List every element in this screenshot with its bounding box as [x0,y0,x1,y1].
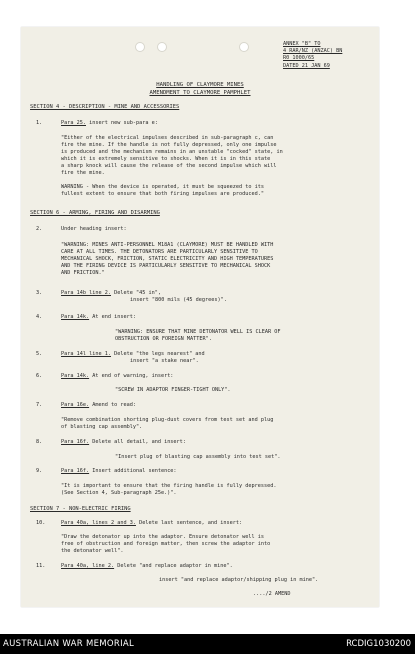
para-instruction [61,290,161,297]
quote-line: a sharp knock will cause the release of the second impulse which will [61,163,277,169]
punch-hole [135,42,145,52]
para-ref: Para 14k. [61,314,90,320]
para-ref: Para 14k. [61,373,90,379]
para-instruction [61,563,233,570]
para-instruction [61,373,173,380]
para-text: Under heading insert: [61,226,127,232]
quote-line: (See Section 4, Sub-paragraph 25e.)". [61,490,177,496]
para-text: At end insert: [89,314,136,320]
para-ref: Para 40a, lines 2 and 3. [61,520,136,526]
para-number: 1. [36,120,43,126]
para-number: 4. [36,314,43,320]
para-number: 2. [36,226,43,232]
para-ref: Para 16f. [61,439,90,445]
para-ref: Para 25. [61,120,86,126]
quote-line: "Insert plug of blasting cap assembly into test set". [115,454,281,460]
para-text: Delete last sentence, and insert: [135,520,243,526]
para-text: Delete all detail, and insert: [89,439,186,445]
para-text: Delete "the legs nearest" and [110,351,205,357]
quote-line: MECHANICAL SHOCK, FRICTION, STATIC ELECTRICITY AND HIGH TEMPERATURES [61,256,274,262]
section-heading: SECTION 6 - ARMING, FIRING AND DISARMING [30,210,160,216]
para-instruction [61,314,136,321]
para-ref: Para 16f. [61,468,90,474]
title-line: HANDLING OF CLAYMORE MINES [156,82,244,88]
quote-line: WARNING - When the device is operated, it must be squeezed to its [61,184,265,190]
para-text: Insert additional sentence: [89,468,177,474]
quote-line: OBSTRUCTION OR FOREIGN MATTER". [115,336,212,342]
para-text: insert "a stake near". [130,358,199,364]
footer-institution: AUSTRALIAN WAR MEMORIAL [3,639,135,649]
para-instruction [61,402,136,409]
para-instruction [61,439,186,446]
quote-line: "WARNING: ENSURE THAT MINE DETONATOR WELL IS CLEAR OF [115,329,281,335]
para-text: insert "and replace adaptor/shipping plug in mine". [159,577,319,583]
quote-line: AND THE FIRING DEVICE IS PARTICULARLY SENSITIVE TO MECHANICAL SHOCK [61,263,271,269]
ref-line: ANNEX "B" TO [283,41,321,47]
archive-footer [0,634,415,654]
para-instruction [61,468,177,475]
section-heading: SECTION 7 - NON-ELECTRIC FIRING [30,506,131,512]
para-instruction [61,120,158,127]
ref-line: 4 RAR/NZ (ANZAC) BN [283,48,343,55]
para-text: insert "800 mils (45 degrees)". [130,297,227,303]
quote-line: free of obstruction and foreign matter, then screw the adaptor into [61,541,271,547]
quote-line: "It is important to ensure that the firing handle is fully depressed. [61,483,277,489]
para-instruction [61,351,205,358]
quote-line: the detonator well". [61,548,124,554]
annex-reference [283,41,342,70]
para-number: 5. [36,351,43,357]
punch-hole [239,42,249,52]
quote-line: "Draw the detonator up into the adaptor. Ensure detonator well is [61,534,265,540]
para-number: 8. [36,439,43,445]
para-number: 10. [36,520,46,526]
para-text: Amend to read: [89,402,136,408]
footer-record-id: RCDIG1030200 [346,639,411,649]
quote-line: AND FRICTION." [61,270,105,276]
quote-line: CARE AT ALL TIMES. THE DETONATORS ARE PARTICULARLY SENSITIVE TO [61,249,258,255]
para-number: 3. [36,290,43,296]
para-text: At end of warning, insert: [89,373,174,379]
para-text: insert new sub-para e: [86,120,158,126]
quote-line: fire the mine. If the handle is not fully depressed, only one impulse [61,142,277,148]
para-instruction [61,520,242,527]
quote-line: of blasting cap assembly". [61,424,143,430]
para-ref: Para 14l line 1. [61,351,111,357]
quote-line: fire the mine. [61,170,105,176]
quote-line: "Either of the electrical impulses described in sub-paragraph c, can [61,135,274,141]
quote-line: which it is extremely sensitive to shocks. When it is in this state [61,156,271,162]
para-text: Delete "and replace adaptor in mine". [114,563,233,569]
section-heading: SECTION 4 - DESCRIPTION - MINE AND ACCESSORIES [30,104,180,110]
para-text: Delete "45 in", [110,290,161,296]
quote-line: "Remove combination shorting plug-dust covers from test set and plug [61,417,274,423]
continuation-marker: ..../2 AMEND [253,591,291,597]
ref-line: DATED 21 JAN 69 [283,62,330,69]
para-number: 11. [36,563,46,569]
ref-line: R0 1000/65 [283,55,315,62]
para-ref: Para 16e. [61,402,90,408]
quote-line: "SCREW IN ADAPTOR FINGER-TIGHT ONLY". [115,387,231,393]
para-number: 7. [36,402,43,408]
para-ref: Para 40a, line 2. [61,563,115,569]
para-ref: Para 14b line 2. [61,290,111,296]
punch-hole [157,42,167,52]
document-page [21,27,379,607]
document-title [21,81,379,97]
para-number: 9. [36,468,43,474]
subtitle-line: AMENDMENT TO CLAYMORE PAMPHLET [149,90,251,96]
quote-line: "WARNING: MINES ANTI-PERSONNEL M18A1 (CLAYMORE) MUST BE HANDLED WITH [61,242,274,248]
quote-line: is produced and the mechanism remains in an unstable "cocked" state, in [61,149,283,155]
para-number: 6. [36,373,43,379]
quote-line: fullest extent to ensure that both firing impulses are produced." [61,191,265,197]
